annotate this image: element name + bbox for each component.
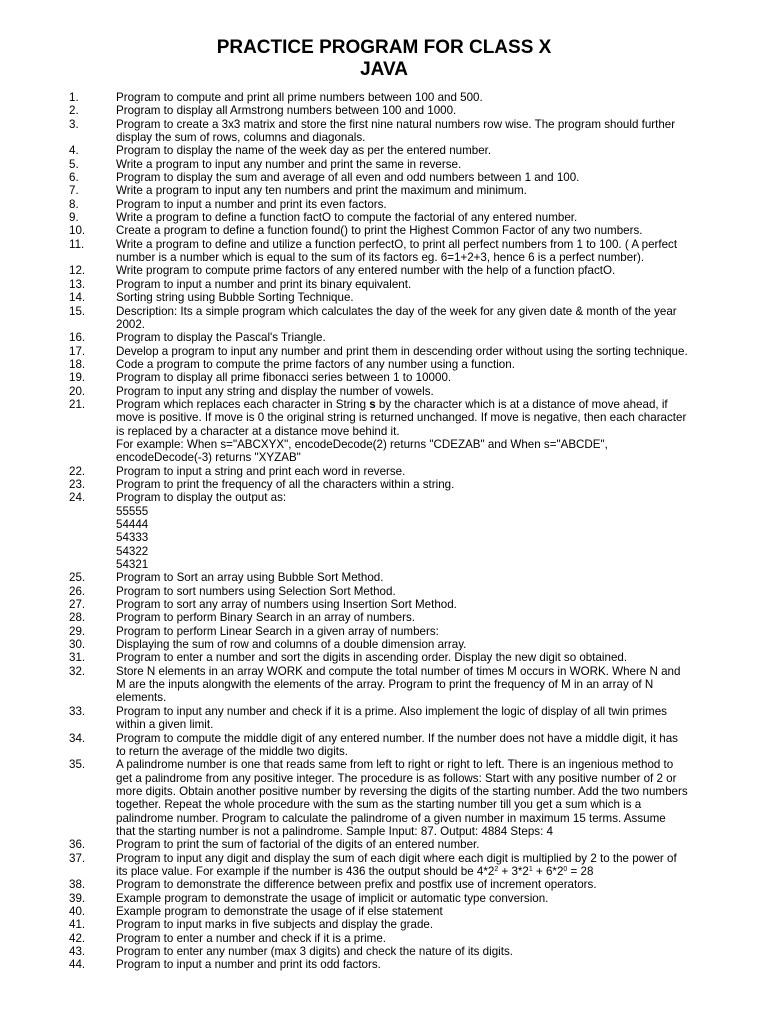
item-number: 24. — [69, 491, 86, 505]
list-item — [69, 905, 729, 918]
item-number: 26. — [69, 584, 86, 598]
item-line: Example program to demonstrate the usage of if else statement — [116, 904, 443, 918]
item-text — [116, 385, 729, 398]
list-item — [69, 171, 729, 184]
item-line: Program to enter a number and check if it is a prime. — [116, 931, 386, 945]
item-line: For example: When s="ABCXYX", encodeDecode(2) returns "CDEZAB" and When s="ABCDE", — [116, 437, 608, 451]
item-line: M are the inputs alongwith the elements of the array. Program to print the frequency of M in an array of N — [116, 678, 654, 692]
list-item — [69, 918, 729, 931]
item-line: 54333 — [116, 531, 149, 545]
item-line: Program to perform Binary Search in an array of numbers. — [116, 611, 415, 625]
item-line: get a palindrome from any positive integer. The procedure is as follows: Start with any positive number of 2 or — [116, 771, 677, 785]
list-item — [69, 184, 729, 197]
item-line: Description: Its a simple program which calculates the day of the week for any given date & month of the year — [116, 304, 677, 318]
item-text — [116, 932, 729, 945]
item-number: 42. — [69, 931, 86, 945]
item-line: Write program to compute prime factors of any entered number with the help of a function pfactO. — [116, 264, 616, 278]
item-number: 16. — [69, 331, 86, 345]
item-text — [116, 358, 729, 371]
item-number: 12. — [69, 264, 86, 278]
item-line: Code a program to compute the prime factors of any number using a function. — [116, 357, 515, 371]
list-item — [69, 144, 729, 157]
item-number: 43. — [69, 945, 86, 958]
item-text — [116, 638, 729, 651]
item-line: Program to input a string and print each word in reverse. — [116, 464, 406, 478]
item-number: 21. — [69, 397, 86, 411]
item-line: 54321 — [116, 558, 149, 572]
list-item — [69, 491, 729, 571]
list-item — [69, 91, 729, 104]
item-number: 30. — [69, 638, 86, 652]
item-text — [116, 918, 729, 931]
item-number: 32. — [69, 664, 86, 678]
item-line: 55555 — [116, 504, 149, 518]
item-number: 15. — [69, 304, 86, 318]
item-line: Program to display the Pascal's Triangle. — [116, 331, 326, 345]
item-number: 28. — [69, 611, 86, 625]
list-item — [69, 305, 729, 332]
item-number: 7. — [69, 184, 79, 198]
list-item — [69, 118, 729, 145]
item-text — [116, 171, 729, 184]
document-subtitle: JAVA — [360, 59, 408, 80]
item-text — [116, 878, 729, 891]
item-text — [116, 905, 729, 918]
item-number: 8. — [69, 197, 79, 211]
item-text — [116, 291, 729, 304]
item-text — [116, 958, 729, 971]
item-text — [116, 224, 729, 237]
item-line: Write a program to define a function factO to compute the factorial of any entered number. — [116, 211, 578, 225]
item-text — [116, 278, 729, 291]
item-line: more digits. Obtain another positive number by reversing the digits of the starting number. Add the two numbers — [116, 784, 688, 798]
list-item — [69, 665, 729, 705]
item-number: 1. — [69, 91, 79, 104]
item-line: Program to input any string and display the number of vowels. — [116, 384, 434, 398]
item-line: Create a program to define a function found() to print the Highest Common Factor of any two numbers. — [116, 224, 643, 238]
item-line: encodeDecode(-3) returns "XYZAB" — [116, 451, 301, 465]
item-text — [116, 892, 729, 905]
item-line: Program to display the name of the week day as per the entered number. — [116, 144, 492, 158]
item-number: 14. — [69, 291, 86, 305]
item-number: 17. — [69, 344, 86, 358]
item-line: Program to create a 3x3 matrix and store the first nine natural numbers row wise. The program should further — [116, 117, 676, 131]
list-item — [69, 345, 729, 358]
item-text — [116, 478, 729, 491]
item-line: Program which replaces each character in String s by the character which is at a distance of move ahead, if — [116, 397, 668, 411]
list-item — [69, 758, 729, 838]
item-number: 25. — [69, 571, 86, 585]
program-list — [69, 91, 729, 972]
list-item — [69, 224, 729, 237]
item-line: Program to sort any array of numbers using Insertion Sort Method. — [116, 598, 457, 612]
item-line: Program to compute the middle digit of any entered number. If the number does not have a middle digit, it has — [116, 731, 678, 745]
list-item — [69, 238, 729, 265]
item-line: Program to demonstrate the difference between prefix and postfix use of increment operators. — [116, 878, 597, 892]
item-number: 27. — [69, 598, 86, 612]
list-item — [69, 732, 729, 759]
item-number: 2. — [69, 104, 79, 118]
item-text — [116, 758, 729, 838]
item-line: Program to perform Linear Search in a given array of numbers: — [116, 624, 439, 638]
item-line: elements. — [116, 691, 167, 705]
item-number: 3. — [69, 117, 79, 131]
item-line: Example program to demonstrate the usage of implicit or automatic type conversion. — [116, 891, 549, 905]
item-text — [116, 491, 729, 571]
item-text — [116, 104, 729, 117]
list-item — [69, 945, 729, 958]
item-line: A palindrome number is one that reads same from left to right or right to left. There is an ingenious method to — [116, 758, 674, 772]
item-text — [116, 585, 729, 598]
list-item — [69, 878, 729, 891]
list-item — [69, 892, 729, 905]
item-text — [116, 651, 729, 664]
item-text — [116, 465, 729, 478]
list-item — [69, 385, 729, 398]
list-item — [69, 104, 729, 117]
item-text — [116, 398, 729, 465]
item-line: Program to input any digit and display the sum of each digit where each digit is multiplied by 2 to the power of — [116, 851, 677, 865]
item-number: 35. — [69, 758, 86, 772]
list-item — [69, 331, 729, 344]
item-number: 37. — [69, 851, 86, 865]
item-text — [116, 184, 729, 197]
item-number: 13. — [69, 277, 86, 291]
item-line: Displaying the sum of row and columns of a double dimension array. — [116, 638, 467, 652]
item-number: 9. — [69, 211, 79, 225]
item-number: 39. — [69, 891, 86, 905]
item-number: 31. — [69, 651, 86, 665]
list-item — [69, 158, 729, 171]
item-number: 34. — [69, 731, 86, 745]
item-line: Write a program to input any ten numbers and print the maximum and minimum. — [116, 184, 527, 198]
item-text — [116, 91, 729, 104]
item-text — [116, 945, 729, 958]
list-item — [69, 852, 729, 879]
item-number: 23. — [69, 477, 86, 491]
item-line: Program to input a number and print its odd factors. — [116, 958, 381, 972]
item-line: Program to print the sum of factorial of the digits of an entered number. — [116, 838, 480, 852]
item-line: Program to Sort an array using Bubble Sort Method. — [116, 571, 384, 585]
item-number: 5. — [69, 157, 79, 171]
item-number: 36. — [69, 838, 86, 852]
item-text — [116, 838, 729, 851]
item-line: Program to input a number and print its binary equivalent. — [116, 277, 412, 291]
list-item — [69, 478, 729, 491]
item-number: 11. — [69, 237, 85, 251]
item-line: Program to input any number and check if it is a prime. Also implement the logic of display of all twin primes — [116, 704, 667, 718]
list-item — [69, 571, 729, 584]
document-title: PRACTICE PROGRAM FOR CLASS X — [216, 37, 552, 58]
item-text — [116, 371, 729, 384]
item-line: Program to sort numbers using Selection Sort Method. — [116, 584, 396, 598]
item-line: 2002. — [116, 317, 146, 331]
item-line: Program to display the output as: — [116, 491, 287, 505]
list-item — [69, 932, 729, 945]
item-number: 41. — [69, 918, 86, 932]
item-line: Program to print the frequency of all the characters within a string. — [116, 477, 455, 491]
item-text — [116, 732, 729, 759]
item-number: 22. — [69, 464, 86, 478]
item-line: Write a program to input any number and print the same in reverse. — [116, 157, 462, 171]
list-item — [69, 371, 729, 384]
item-number: 33. — [69, 704, 86, 718]
item-line: Program to enter a number and sort the digits in ascending order. Display the new digit so obtained. — [116, 651, 628, 665]
item-text — [116, 158, 729, 171]
item-line: Program to enter any number (max 3 digits) and check the nature of its digits. — [116, 945, 513, 958]
item-text — [116, 598, 729, 611]
item-number: 10. — [69, 224, 86, 238]
item-text — [116, 331, 729, 344]
item-text — [116, 238, 729, 265]
item-line: number is a number which is equal to the sum of its factors eg. 6=1+2+3, hence 6 is a perfect number). — [116, 251, 645, 265]
item-text — [116, 571, 729, 584]
list-item — [69, 358, 729, 371]
item-text — [116, 118, 729, 145]
item-line: Program to display all prime fibonacci series between 1 to 10000. — [116, 371, 452, 385]
item-number: 38. — [69, 878, 86, 892]
list-item — [69, 625, 729, 638]
list-item — [69, 198, 729, 211]
item-line: move is positive. If move is 0 the original string is returned unchanged. If move is negative, then each character — [116, 411, 687, 425]
item-number: 20. — [69, 384, 86, 398]
list-item — [69, 398, 729, 465]
item-text — [116, 852, 729, 879]
item-text — [116, 665, 729, 705]
item-line: within a given limit. — [116, 718, 214, 732]
list-item — [69, 705, 729, 732]
list-item — [69, 598, 729, 611]
list-item — [69, 651, 729, 664]
list-item — [69, 638, 729, 651]
item-number: 44. — [69, 958, 86, 972]
item-line: Program to compute and print all prime numbers between 100 and 500. — [116, 91, 483, 104]
item-line: Program to input marks in five subjects and display the grade. — [116, 918, 434, 932]
list-item — [69, 291, 729, 304]
item-line: its place value. For example if the number is 436 the output should be $4*2^2 + 3*2^1 + 6*2^0 = 28$ — [116, 864, 594, 878]
item-line: Develop a program to input any number and print them in descending order without using the sorting technique. — [116, 344, 688, 358]
list-item — [69, 958, 729, 971]
item-text — [116, 211, 729, 224]
item-number: 40. — [69, 904, 86, 918]
item-number: 18. — [69, 357, 86, 371]
item-line: display the sum of rows, columns and diagonals. — [116, 131, 366, 145]
list-item — [69, 465, 729, 478]
list-item — [69, 278, 729, 291]
item-line: Program to input a number and print its even factors. — [116, 197, 387, 211]
item-line: 54444 — [116, 518, 149, 531]
item-text — [116, 345, 729, 358]
item-line: that the starting number is not a palindrome. Sample Input: 87. Output: 4884 Steps: 4 — [116, 824, 553, 838]
item-text — [116, 625, 729, 638]
item-line: is replaced by a character at a distance move behind it. — [116, 424, 400, 438]
item-line: 54322 — [116, 544, 149, 558]
item-line: to return the average of the middle two digits. — [116, 744, 349, 758]
item-line: Store N elements in an array WORK and compute the total number of times M occurs in WORK. Where N and — [116, 664, 681, 678]
item-text — [116, 705, 729, 732]
list-item — [69, 211, 729, 224]
item-number: 4. — [69, 144, 79, 158]
item-line: Sorting string using Bubble Sorting Technique. — [116, 291, 354, 305]
list-item — [69, 264, 729, 277]
item-number: 6. — [69, 171, 79, 185]
list-item — [69, 585, 729, 598]
item-text — [116, 611, 729, 624]
item-number: 19. — [69, 371, 86, 385]
item-text — [116, 305, 729, 332]
item-line: Program to display the sum and average of all even and odd numbers between 1 and 100. — [116, 171, 580, 185]
item-line: together. Repeat the whole procedure with the sum as the starting number till you get a sum which is a — [116, 798, 642, 812]
item-line: Program to display all Armstrong numbers between 100 and 1000. — [116, 104, 457, 118]
item-text — [116, 144, 729, 157]
item-number: 29. — [69, 624, 86, 638]
list-item — [69, 611, 729, 624]
item-line: palindrome number. Program to calculate the palindrome of a given number in maximum 15 terms. Assume — [116, 811, 666, 825]
item-line: Write a program to define and utilize a function perfectO, to print all perfect numbers from 1 to 100. ( A perfect — [116, 237, 678, 251]
list-item — [69, 838, 729, 851]
item-text — [116, 198, 729, 211]
item-text — [116, 264, 729, 277]
